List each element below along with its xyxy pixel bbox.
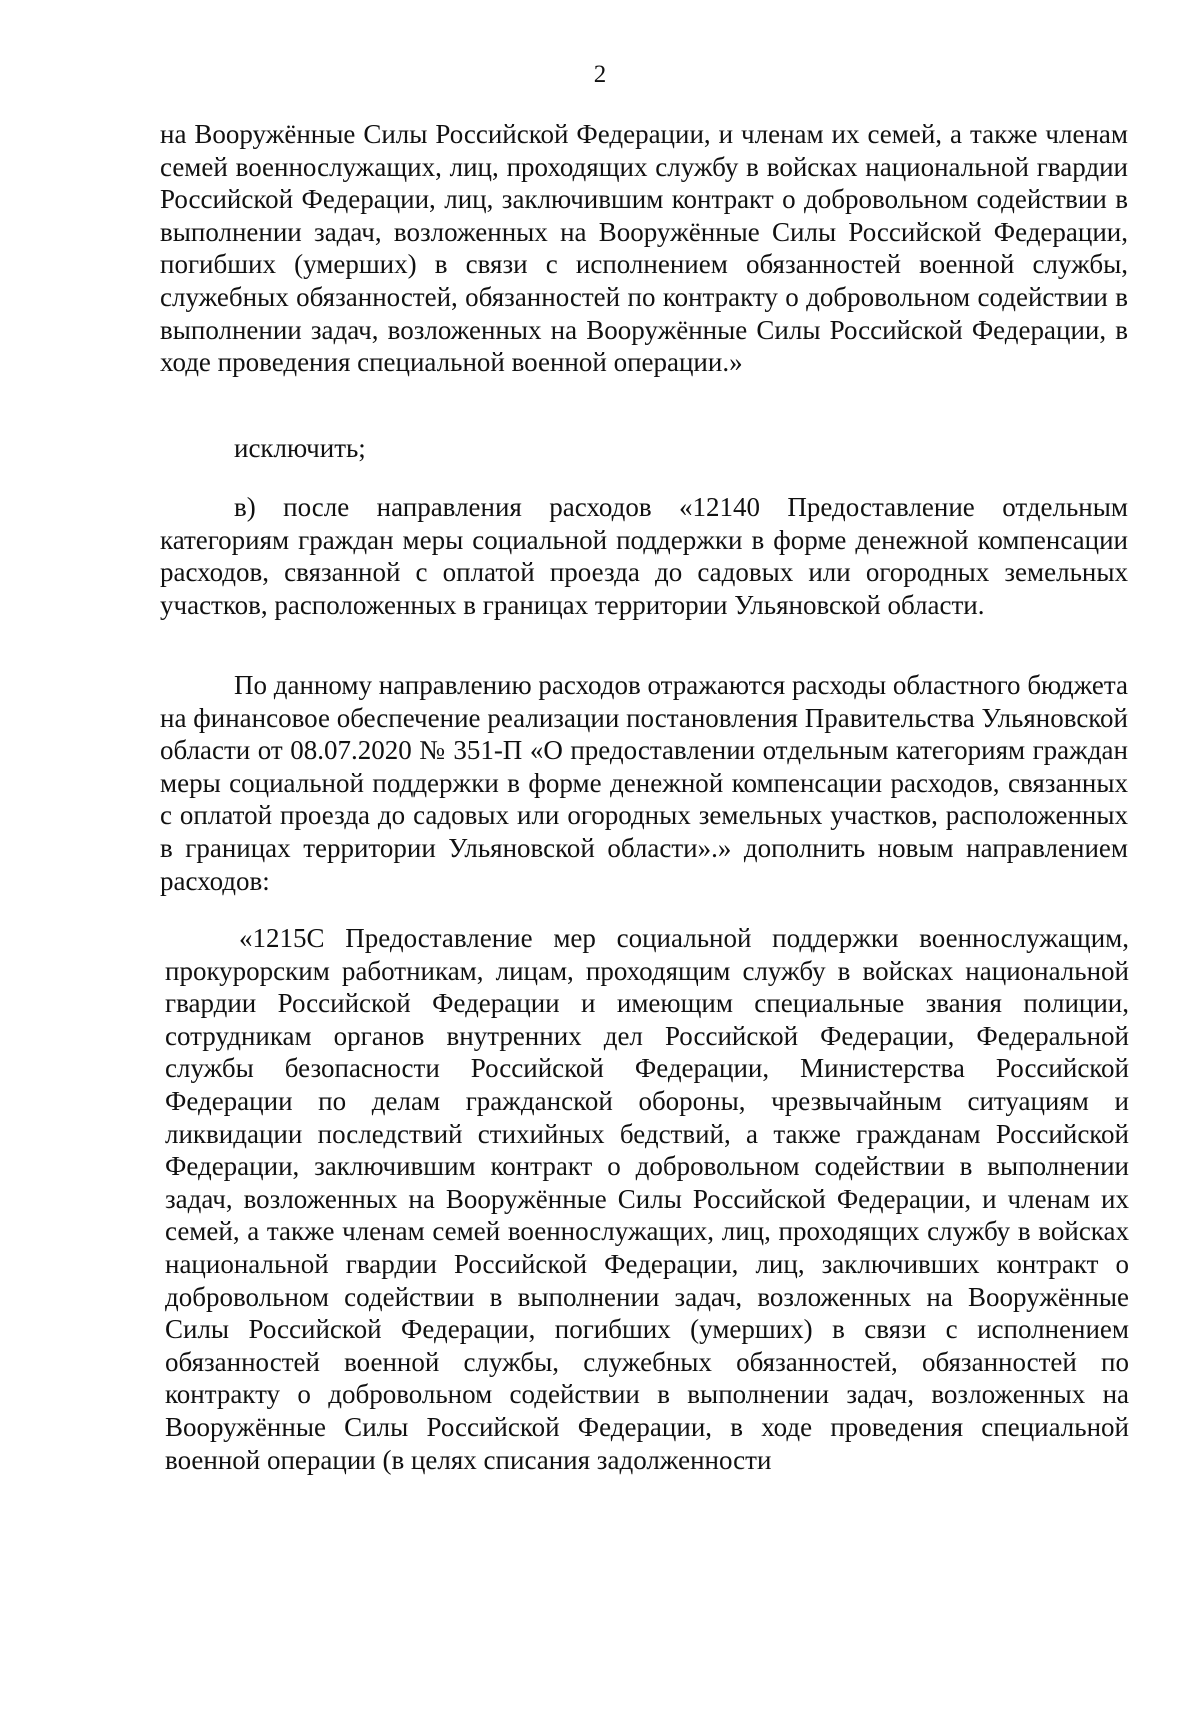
paragraph-expenses-description: По данному направлению расходов отражаются расходы областного бюджета на финансовое обеспечение реализации постановления Правительства Ульяновской области от 08.07.2020 № 351-П «О предоставлении отдельным категориям граждан меры социальной поддержки в форме денежной компенсации расходов, связанных с оплатой проезда до садовых или огородных земельных участков, расположенных в границах территории Ульяновской области».» дополнить новым направлением расходов:: [160, 670, 1128, 896]
page-number: 2: [593, 61, 607, 88]
paragraph-new-direction-1215c: «1215С Предоставление мер социальной поддержки военнослужащим, прокурорским работникам, лицам, проходящим службу в войсках национальной гвардии Российской Федерации и имеющим специальные звания полиции, сотрудникам органов внутренних дел Российской Федерации, Федеральной службы безопасности Российской Федерации, Министерства Российской Федерации по делам гражданской обороны, чрезвычайным ситуациям и ликвидации последствий стихийных бедствий, а также гражданам Российской Федерации, заключившим контракт о добровольном содействии в выполнении задач, возложенных на Вооружённые Силы Российской Федерации, и членам их семей, а также членам семей военнослужащих, лиц, проходящих службу в войсках национальной гвардии Российской Федерации, лиц, заключивших контракт о добровольном содействии в выполнении задач, возложенных на Вооружённые Силы Российской Федерации, погибших (умерших) в связи с исполнением обязанностей военной службы, служебных обязанностей, обязанностей по контракту о добровольном содействии в выполнении задач, возложенных на Вооружённые Силы Российской Федерации, в ходе проведения специальной военной операции (в целях списания задолженности: [165, 923, 1129, 1475]
paragraph-continuation: на Вооружённые Силы Российской Федерации, и членам их семей, а также членам семей военнослужащих, лиц, проходящих службу в войсках национальной гвардии Российской Федерации, лиц, заключившим контракт о добровольном содействии в выполнении задач, возложенных на Вооружённые Силы Российской Федерации, погибших (умерших) в связи с исполнением обязанностей военной службы, служебных обязанностей, обязанностей по контракту о добровольном содействии в выполнении задач, возложенных на Вооружённые Силы Российской Федерации, в ходе проведения специальной военной операции.»: [160, 119, 1128, 378]
paragraph-exclude: исключить;: [234, 433, 366, 463]
paragraph-item-v: в) после направления расходов «12140 Предоставление отдельным категориям граждан меры социальной поддержки в форме денежной компенсации расходов, связанной с оплатой проезда до садовых или огородных земельных участков, расположенных в границах территории Ульяновской области.: [160, 492, 1128, 620]
